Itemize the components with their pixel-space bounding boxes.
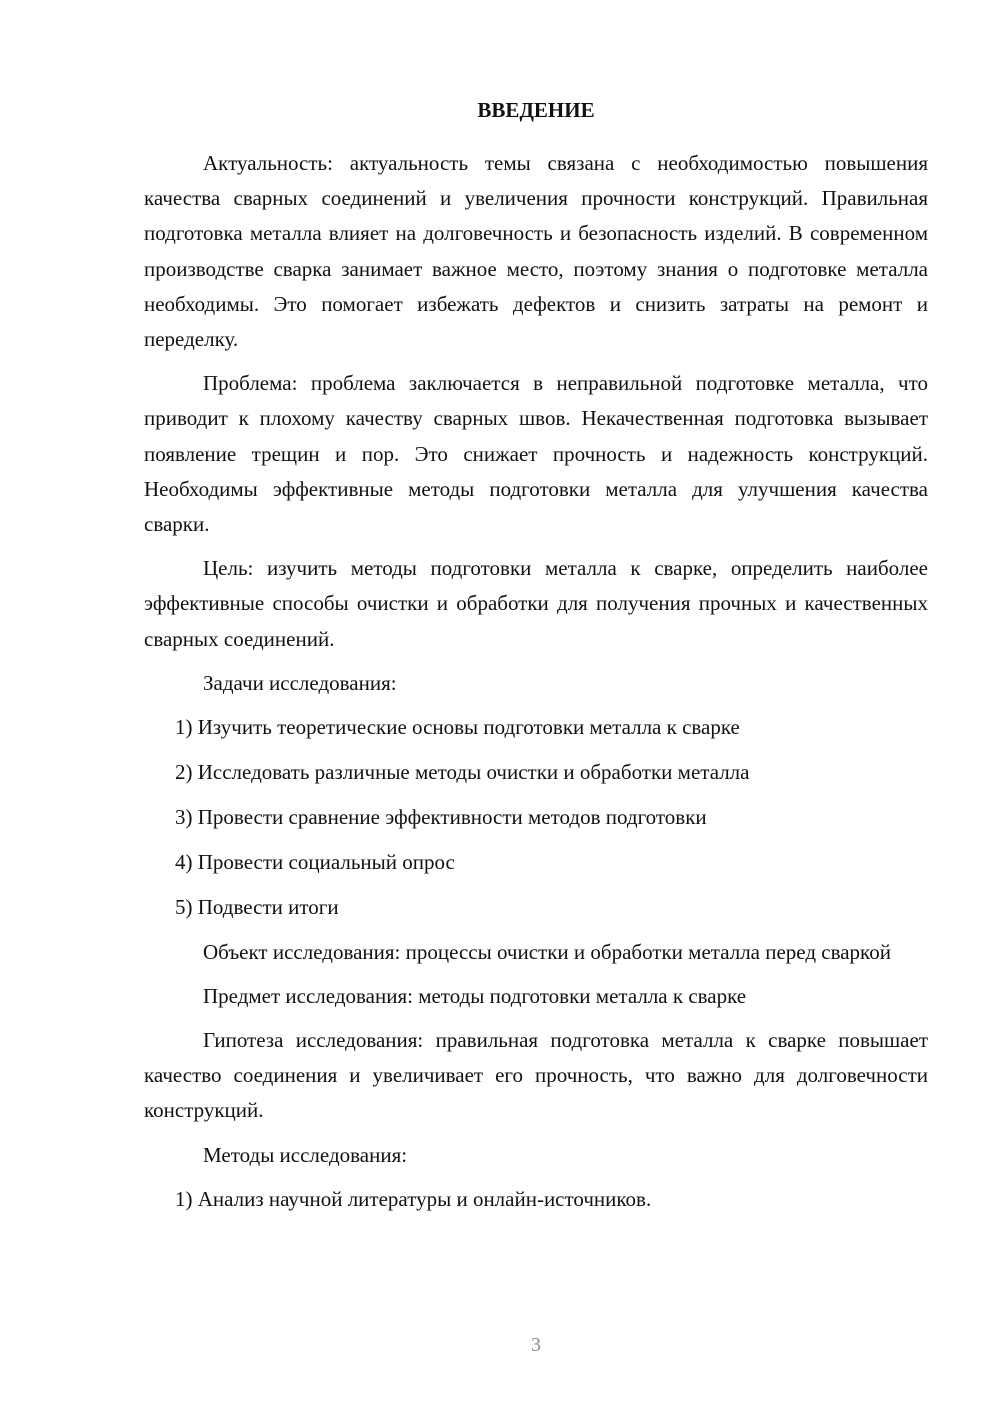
- list-item: 2) Исследовать различные методы очистки и обработки металла: [175, 759, 750, 784]
- goal-paragraph: Цель: изучить методы подготовки металла к сварке, определить наиболее эффективные способы очистки и обработки для получения прочных и качественных сварных соединений.: [144, 556, 928, 651]
- problem-paragraph: Проблема: проблема заключается в неправильной подготовке металла, что приводит к плохому качеству сварных швов. Некачественная подготовка вызывает появление трещин и пор. Это снижает прочность и надежность конструкций. Необходимы эффективные методы подготовки металла для улучшения качества сварки.: [144, 371, 928, 537]
- tasks-heading: Задачи исследования:: [203, 670, 397, 695]
- list-item: 5) Подвести итоги: [175, 894, 339, 919]
- methods-heading: Методы исследования:: [203, 1142, 408, 1167]
- relevance-paragraph: Актуальность: актуальность темы связана с необходимостью повышения качества сварных соединений и увеличения прочности конструкций. Правильная подготовка металла влияет на долговечность и безопасность изделий. В современном производстве сварка занимает важное место, поэтому знания о подготовке металла необходимы. Это помогает избежать дефектов и снизить затраты на ремонт и переделку.: [144, 151, 928, 352]
- object-paragraph: Объект исследования: процессы очистки и обработки металла перед сваркой: [203, 939, 891, 964]
- document-page: [144, 93, 928, 1227]
- list-item: 3) Провести сравнение эффективности методов подготовки: [175, 804, 707, 829]
- page-number: 3: [531, 1334, 541, 1356]
- tasks-list: [144, 710, 928, 925]
- list-item: 4) Провести социальный опрос: [175, 849, 455, 874]
- methods-list: [144, 1182, 928, 1217]
- subject-paragraph: Предмет исследования: методы подготовки металла к сварке: [203, 983, 747, 1008]
- document-title: ВВЕДЕНИЕ: [477, 98, 595, 122]
- list-item: 1) Изучить теоретические основы подготовки металла к сварке: [175, 715, 740, 740]
- list-item: 1) Анализ научной литературы и онлайн-источников.: [175, 1186, 652, 1211]
- hypothesis-paragraph: Гипотеза исследования: правильная подготовка металла к сварке повышает качество соединения и увеличивает его прочность, что важно для долговечности конструкций.: [144, 1027, 928, 1123]
